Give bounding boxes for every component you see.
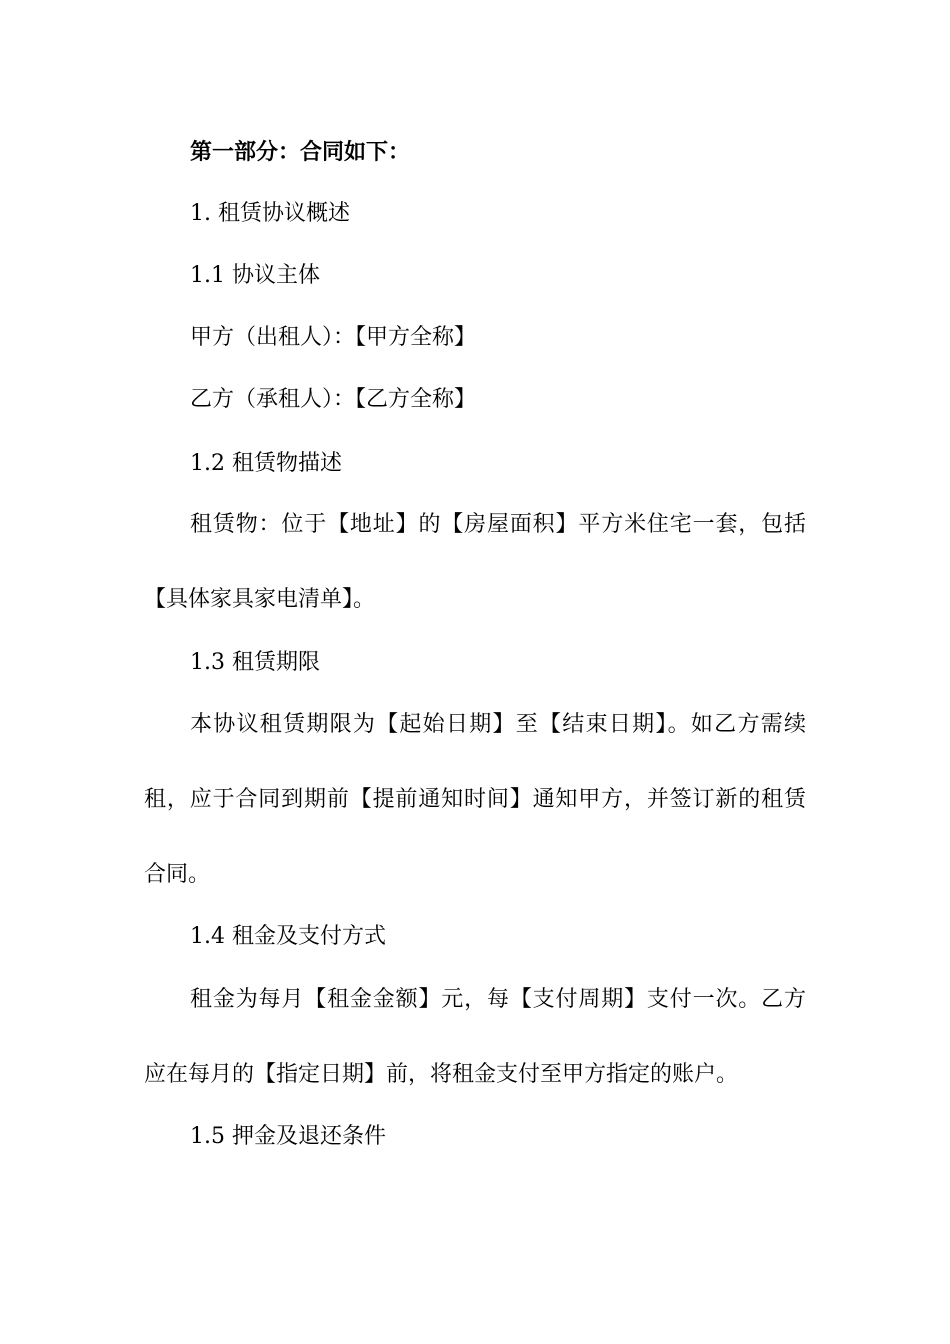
section-1-3-title: 1.3 租赁期限: [190, 650, 320, 675]
section-1-3-paragraph-line-1: 本协议租赁期限为【起始日期】至【结束日期】。如乙方需续: [190, 712, 806, 737]
party-a-line: 甲方（出租人）：【甲方全称】: [190, 325, 477, 350]
section-1-4-paragraph-line-2: 应在每月的【指定日期】前，将租金支付至甲方指定的账户。: [144, 1062, 739, 1087]
part-heading: 第一部分：合同如下：: [190, 139, 411, 165]
section-1-title: 1. 租赁协议概述: [190, 201, 350, 226]
section-1-3-paragraph-line-2: 租，应于合同到期前【提前通知时间】通知甲方，并签订新的租赁: [144, 787, 806, 812]
section-1-2-title: 1.2 租赁物描述: [190, 451, 342, 476]
section-1-5-title: 1.5 押金及退还条件: [190, 1124, 386, 1149]
section-1-2-paragraph-line-1: 租赁物：位于【地址】的【房屋面积】平方米住宅一套，包括: [190, 512, 806, 537]
section-1-2-paragraph-line-2: 【具体家具家电清单】。: [144, 587, 376, 612]
section-1-4-title: 1.4 租金及支付方式: [190, 924, 386, 949]
party-b-line: 乙方（承租人）：【乙方全称】: [190, 387, 477, 412]
section-1-4-paragraph-line-1: 租金为每月【租金金额】元，每【支付周期】支付一次。乙方: [190, 987, 806, 1012]
section-1-1-title: 1.1 协议主体: [190, 263, 320, 288]
section-1-3-paragraph-line-3: 合同。: [144, 862, 211, 887]
